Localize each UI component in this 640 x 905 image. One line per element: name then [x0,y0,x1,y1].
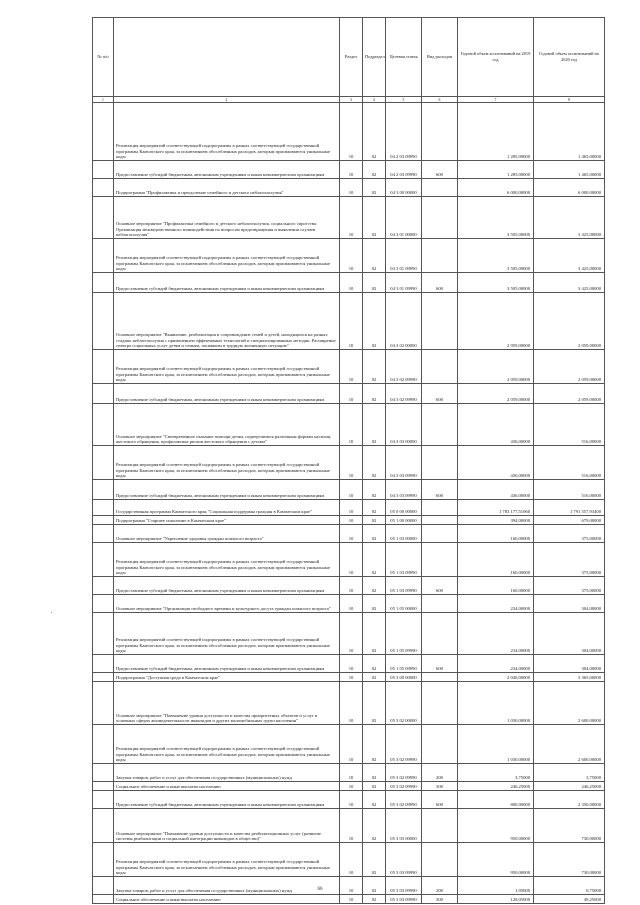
row-expense-type-cell [422,613,458,655]
row-razdel-cell: 10 [340,500,363,516]
row-expense-type-cell: 300 [422,895,458,904]
row-target-article-cell: 04 3 03 09990 [386,480,422,500]
row-target-article-cell: 05 1 00 00000 [386,516,422,525]
row-target-article-cell: 05 1 03 09990 [386,543,422,577]
row-expense-type-cell: 600 [422,577,458,595]
col-header-podrazdel: Подраздел [363,18,386,97]
row-podrazdel-cell: 02 [363,809,386,843]
row-num-cell [93,895,114,904]
column-index-cell: 7 [458,97,534,103]
row-expense-type-cell [422,350,458,384]
row-name-cell: Предоставление субсидий бюджетным, автономным учреждениям и иным некоммерческим организациям [114,791,340,809]
row-expense-type-cell [422,525,458,543]
row-name-cell: Основное мероприятие "Повышение уровня доступности и качества реабилитационных услуг (развитие системы реабилитации и социальной интеграции инвалидов в общество)" [114,809,340,843]
table-row [93,791,605,809]
row-podrazdel-cell: 02 [363,103,386,161]
table-row [93,809,605,843]
table-row [93,595,605,613]
row-name-cell: Основное мероприятие "Укрепление здоровья граждан пожилого возраста" [114,525,340,543]
row-2019-cell: 3,75000 [458,764,534,782]
row-2020-cell: 516,00000 [534,446,605,480]
row-2019-cell: 950,00000 [458,843,534,877]
row-expense-type-cell [422,239,458,273]
header-row [93,18,605,97]
row-num-cell [93,446,114,480]
row-2019-cell: 1 030,00000 [458,725,534,764]
row-target-article-cell: 05 3 00 00000 [386,673,422,682]
row-expense-type-cell [422,516,458,525]
row-podrazdel-cell: 02 [363,895,386,904]
row-2020-cell: 679,00000 [534,516,605,525]
table-row [93,843,605,877]
row-podrazdel-cell: 02 [363,843,386,877]
row-name-cell: Реализация мероприятий соответствующей подпрограммы в рамках соответствующей государственной программы Камчатского края, за исключением обособленных расходов, которым присваиваются уникальные коды [114,446,340,480]
row-target-article-cell: 05 1 05 09990 [386,655,422,673]
column-index-cell: 6 [422,97,458,103]
row-podrazdel-cell: 02 [363,446,386,480]
row-target-article-cell: 05 3 02 09990 [386,782,422,791]
row-podrazdel-cell: 02 [363,877,386,895]
row-2019-cell: 234,00000 [458,613,534,655]
table-row [93,782,605,791]
row-podrazdel-cell: 02 [363,404,386,446]
row-name-cell: Предоставление субсидий бюджетным, автономным учреждениям и иным некоммерческим организациям [114,655,340,673]
row-2020-cell: 3 425,00000 [534,273,605,293]
row-2020-cell: 730,00000 [534,809,605,843]
row-podrazdel-cell: 02 [363,161,386,179]
row-razdel-cell: 10 [340,791,363,809]
row-2020-cell: 375,00000 [534,525,605,543]
row-name-cell: Предоставление субсидий бюджетным, автономным учреждениям и иным некоммерческим организациям [114,480,340,500]
table-row [93,197,605,239]
col-header-target-article: Целевая статья [386,18,422,97]
table-row [93,525,605,543]
row-2019-cell: 1 285,00000 [458,161,534,179]
row-podrazdel-cell: 02 [363,273,386,293]
row-2019-cell: 2 040,00000 [458,673,534,682]
row-2020-cell: 246,25000 [534,782,605,791]
row-razdel-cell: 10 [340,480,363,500]
row-target-article-cell: 05 3 02 00000 [386,682,422,725]
row-num-cell [93,577,114,595]
col-header-num: № п/п [93,18,114,97]
table-row [93,543,605,577]
row-name-cell: Подпрограмма "Доступная среда в Камчатском крае" [114,673,340,682]
table-row [93,446,605,480]
row-target-article-cell: 05 1 03 00000 [386,525,422,543]
row-2019-cell: 2 059,00000 [458,350,534,384]
table-row [93,404,605,446]
row-expense-type-cell: 600 [422,655,458,673]
row-2019-cell: 6 000,00000 [458,179,534,197]
table-row [93,655,605,673]
col-header-2019: Годовой объем ассигнований на 2019 год [458,18,534,97]
row-2020-cell: 375,00000 [534,543,605,577]
row-2019-cell: 800,00000 [458,791,534,809]
row-target-article-cell: 05 1 05 00000 [386,595,422,613]
row-2020-cell: 1 465,00000 [534,103,605,161]
row-2020-cell: 6 000,00000 [534,179,605,197]
row-num-cell [93,273,114,293]
row-2019-cell: 1 030,00000 [458,682,534,725]
col-header-name [114,18,340,97]
row-num-cell [93,655,114,673]
column-index-cell: 3 [340,97,363,103]
row-target-article-cell: 05 3 03 00000 [386,809,422,843]
table-row [93,516,605,525]
row-num-cell [93,543,114,577]
row-expense-type-cell [422,543,458,577]
row-razdel-cell: 10 [340,350,363,384]
row-razdel-cell: 10 [340,895,363,904]
row-expense-type-cell: 200 [422,764,458,782]
table-row [93,161,605,179]
table-row [93,500,605,516]
row-razdel-cell: 10 [340,197,363,239]
row-num-cell [93,809,114,843]
row-target-article-cell: 05 1 05 09990 [386,613,422,655]
row-2019-cell: 234,00000 [458,595,534,613]
row-num-cell [93,525,114,543]
row-2019-cell: 128,05000 [458,895,534,904]
row-expense-type-cell [422,809,458,843]
row-2019-cell: 160,00000 [458,577,534,595]
row-target-article-cell: 04 2 03 09990 [386,161,422,179]
row-2020-cell: 2 059,00000 [534,384,605,404]
row-num-cell [93,293,114,350]
row-razdel-cell: 10 [340,239,363,273]
row-num-cell [93,843,114,877]
row-razdel-cell: 10 [340,404,363,446]
row-name-cell: Реализация мероприятий соответствующей подпрограммы в рамках соответствующей государственной программы Камчатского края, за исключением обособленных расходов, которым присваиваются уникальные коды [114,613,340,655]
row-name-cell: Предоставление субсидий бюджетным, автономным учреждениям и иным некоммерческим организациям [114,577,340,595]
row-razdel-cell: 10 [340,843,363,877]
row-name-cell: Социальное обеспечение и иные выплаты населению [114,782,340,791]
row-num-cell [93,179,114,197]
row-expense-type-cell: 600 [422,273,458,293]
row-razdel-cell: 10 [340,543,363,577]
table-row [93,350,605,384]
row-2020-cell: 2 350,00000 [534,791,605,809]
row-name-cell: Социальное обеспечение и иные выплаты населению [114,895,340,904]
row-name-cell: Государственная программа Камчатского края "Социальная поддержка граждан в Камчатском крае" [114,500,340,516]
row-2020-cell: 49,25000 [534,895,605,904]
row-2020-cell: 304,00000 [534,595,605,613]
row-name-cell: Реализация мероприятий соответствующей подпрограммы в рамках соответствующей государственной программы Камчатского края, за исключением обособленных расходов, которым присваиваются уникальные коды [114,103,340,161]
row-num-cell [93,673,114,682]
row-razdel-cell: 10 [340,655,363,673]
row-num-cell [93,682,114,725]
row-razdel-cell: 10 [340,103,363,161]
row-2019-cell: 160,00000 [458,543,534,577]
row-2019-cell: 1,95000 [458,877,534,895]
row-podrazdel-cell: 02 [363,293,386,350]
table-row [93,293,605,350]
row-num-cell [93,197,114,239]
row-2019-cell: 436,00000 [458,446,534,480]
row-2019-cell: 436,00000 [458,404,534,446]
row-podrazdel-cell: 02 [363,500,386,516]
row-expense-type-cell [422,595,458,613]
row-target-article-cell: 04 3 02 00000 [386,293,422,350]
row-expense-type-cell: 200 [422,877,458,895]
row-razdel-cell: 10 [340,782,363,791]
row-num-cell [93,782,114,791]
table-row [93,613,605,655]
row-2020-cell: 3,75000 [534,764,605,782]
row-razdel-cell: 10 [340,516,363,525]
row-podrazdel-cell: 02 [363,480,386,500]
row-2019-cell: 3 505,00000 [458,239,534,273]
row-name-cell: Закупка товаров, работ и услуг для обеспечения государственных (муниципальных) нужд [114,764,340,782]
row-podrazdel-cell: 02 [363,595,386,613]
page-number: 66 [317,887,323,892]
row-2020-cell: 730,00000 [534,843,605,877]
row-razdel-cell: 10 [340,446,363,480]
row-target-article-cell: 05 3 02 09990 [386,791,422,809]
row-razdel-cell: 10 [340,764,363,782]
row-2019-cell: 394,00000 [458,516,534,525]
row-expense-type-cell [422,446,458,480]
row-name-cell: Предоставление субсидий бюджетным, автономным учреждениям и иным некоммерческим организациям [114,161,340,179]
row-2019-cell: 436,00000 [458,480,534,500]
row-name-cell: Реализация мероприятий соответствующей подпрограммы в рамках соответствующей государственной программы Камчатского края, за исключением обособленных расходов, которым присваиваются уникальные коды [114,350,340,384]
table-row [93,239,605,273]
row-expense-type-cell: 600 [422,480,458,500]
budget-table-sheet [92,17,604,904]
budget-table [92,17,605,904]
row-name-cell: Реализация мероприятий соответствующей подпрограммы в рамках соответствующей государственной программы Камчатского края, за исключением обособленных расходов, которым присваиваются уникальные коды [114,725,340,764]
table-body [93,103,605,904]
row-2019-cell: 1 285,00000 [458,103,534,161]
row-num-cell [93,764,114,782]
row-podrazdel-cell: 02 [363,673,386,682]
row-razdel-cell: 10 [340,725,363,764]
row-2020-cell: 2 600,00000 [534,682,605,725]
row-name-cell: Основное мероприятие "Повышение уровня доступности и качества приоритетных объектов и услуг в основных сферах жизнедеятельности инвалидов и других маломобильных групп населения" [114,682,340,725]
row-2019-cell: 234,00000 [458,655,534,673]
row-2019-cell: 2 059,00000 [458,293,534,350]
row-podrazdel-cell: 02 [363,543,386,577]
row-name-cell: Основное мероприятие "Выявление, реабилитация и сопровождение семей и детей, находящихся на разных стадиях неблагополучия с применением эффективных технологий и специализированных методик. Расширение спектра социальных услуг детям и семьям, попавшим в трудную жизненную ситуацию" [114,293,340,350]
row-razdel-cell: 10 [340,577,363,595]
row-target-article-cell: 05 3 02 09990 [386,764,422,782]
row-target-article-cell: 04 3 03 09990 [386,446,422,480]
row-num-cell [93,239,114,273]
row-podrazdel-cell: 02 [363,179,386,197]
table-row [93,577,605,595]
row-podrazdel-cell: 02 [363,239,386,273]
row-2020-cell: 516,00000 [534,480,605,500]
row-2020-cell: 304,00000 [534,613,605,655]
row-name-cell: Основное мероприятие "Профилактика семейного и детского неблагополучия, социального сиротства. Организация межведомственного взаимодействия по вопросам предотвращения и выявления случаев неблагополучия" [114,197,340,239]
row-name-cell: Реализация мероприятий соответствующей подпрограммы в рамках соответствующей государственной программы Камчатского края, за исключением обособленных расходов, которым присваиваются уникальные коды [114,239,340,273]
column-index-cell: 8 [534,97,605,103]
row-expense-type-cell: 600 [422,384,458,404]
row-2020-cell: 2 059,00000 [534,293,605,350]
row-name-cell: Подпрограмма "Старшее поколение в Камчатском крае" [114,516,340,525]
column-index-cell: 1 [93,97,114,103]
row-target-article-cell: 04 3 02 09990 [386,350,422,384]
row-expense-type-cell [422,197,458,239]
row-target-article-cell: 04 3 00 00000 [386,179,422,197]
table-row [93,273,605,293]
row-num-cell [93,595,114,613]
row-num-cell [93,404,114,446]
row-name-cell: Подпрограмма "Профилактика и преодоление семейного и детского неблагополучия" [114,179,340,197]
row-name-cell: Основное мероприятие "Своевременное оказание помощи детям, подвергшимся различным формам насилия, жестокого обращения, профилактика рисков жестокого обращения с детьми" [114,404,340,446]
row-razdel-cell: 10 [340,673,363,682]
row-target-article-cell: 05 0 00 00000 [386,500,422,516]
row-target-article-cell: 04 2 03 09990 [386,103,422,161]
column-index-cell: 4 [363,97,386,103]
col-header-2020: Годовой объем ассигнований на 2020 год [534,18,605,97]
row-podrazdel-cell: 02 [363,613,386,655]
row-num-cell [93,791,114,809]
row-target-article-cell: 05 3 02 09990 [386,725,422,764]
row-podrazdel-cell: 02 [363,197,386,239]
row-expense-type-cell [422,404,458,446]
row-2020-cell: 0,75000 [534,877,605,895]
row-expense-type-cell: 600 [422,161,458,179]
row-2019-cell: 950,00000 [458,809,534,843]
row-target-article-cell: 05 1 03 09990 [386,577,422,595]
row-razdel-cell: 10 [340,595,363,613]
row-expense-type-cell [422,293,458,350]
row-podrazdel-cell: 02 [363,516,386,525]
row-expense-type-cell: 600 [422,791,458,809]
row-podrazdel-cell: 02 [363,384,386,404]
row-name-cell: Основное мероприятие "Организация свободного времени и культурного досуга граждан пожилого возраста" [114,595,340,613]
row-razdel-cell: 10 [340,384,363,404]
row-name-cell: Реализация мероприятий соответствующей подпрограммы в рамках соответствующей государственной программы Камчатского края, за исключением обособленных расходов, которым присваиваются уникальные коды [114,543,340,577]
row-razdel-cell: 10 [340,613,363,655]
row-num-cell [93,384,114,404]
row-razdel-cell: 10 [340,273,363,293]
col-header-razdel: Раздел [340,18,363,97]
table-row [93,480,605,500]
row-name-cell: Реализация мероприятий соответствующей подпрограммы в рамках соответствующей государственной программы Камчатского края, за исключением обособленных расходов, которым присваиваются уникальные коды [114,843,340,877]
row-razdel-cell: 10 [340,809,363,843]
row-razdel-cell: 10 [340,293,363,350]
row-2020-cell: 375,00000 [534,577,605,595]
row-podrazdel-cell: 02 [363,350,386,384]
row-razdel-cell: 10 [340,525,363,543]
row-2020-cell: 2 600,00000 [534,725,605,764]
row-expense-type-cell: 300 [422,782,458,791]
row-target-article-cell: 04 3 01 09990 [386,273,422,293]
table-row [93,103,605,161]
table-row [93,895,605,904]
table-row [93,682,605,725]
row-num-cell [93,725,114,764]
row-num-cell [93,350,114,384]
row-expense-type-cell [422,103,458,161]
row-2020-cell: 1 465,00000 [534,161,605,179]
table-row [93,725,605,764]
row-target-article-cell: 04 3 01 00000 [386,197,422,239]
row-expense-type-cell [422,673,458,682]
row-2020-cell: 3 425,00000 [534,239,605,273]
row-target-article-cell: 04 3 03 00000 [386,404,422,446]
row-podrazdel-cell: 02 [363,525,386,543]
row-expense-type-cell [422,843,458,877]
row-2019-cell: 246,25000 [458,782,534,791]
row-podrazdel-cell: 02 [363,577,386,595]
row-2020-cell: 1 791 557,93400 [534,500,605,516]
row-target-article-cell: 05 3 03 09990 [386,843,422,877]
row-2020-cell: 2 059,00000 [534,350,605,384]
row-2019-cell: 2 059,00000 [458,384,534,404]
row-2020-cell: 516,00000 [534,404,605,446]
row-target-article-cell: 05 3 03 09990 [386,895,422,904]
row-expense-type-cell [422,725,458,764]
row-podrazdel-cell: 02 [363,791,386,809]
row-num-cell [93,103,114,161]
row-name-cell: Закупка товаров, работ и услуг для обеспечения государственных (муниципальных) нужд [114,877,340,895]
row-2020-cell: 3 365,00000 [534,673,605,682]
row-num-cell [93,161,114,179]
col-header-expense-type: Вид расходов [422,18,458,97]
scan-speck [51,612,52,613]
row-2020-cell: 3 425,00000 [534,197,605,239]
table-row [93,764,605,782]
column-index-cell: 2 [114,97,340,103]
row-razdel-cell: 10 [340,179,363,197]
row-razdel-cell: 10 [340,161,363,179]
row-2020-cell: 304,00000 [534,655,605,673]
row-podrazdel-cell: 02 [363,682,386,725]
row-target-article-cell: 05 3 03 09990 [386,877,422,895]
row-num-cell [93,480,114,500]
row-razdel-cell: 10 [340,682,363,725]
row-razdel-cell: 10 [340,877,363,895]
table-row [93,179,605,197]
table-row [93,673,605,682]
row-2019-cell: 1 783 177,51060 [458,500,534,516]
row-num-cell [93,613,114,655]
row-name-cell: Предоставление субсидий бюджетным, автономным учреждениям и иным некоммерческим организациям [114,273,340,293]
row-2019-cell: 160,00000 [458,525,534,543]
table-row [93,384,605,404]
row-2019-cell: 3 505,00000 [458,197,534,239]
row-podrazdel-cell: 02 [363,655,386,673]
column-index-cell: 5 [386,97,422,103]
row-num-cell [93,516,114,525]
row-target-article-cell: 04 3 02 09990 [386,384,422,404]
row-num-cell [93,500,114,516]
row-target-article-cell: 04 3 01 09990 [386,239,422,273]
row-podrazdel-cell: 02 [363,782,386,791]
row-podrazdel-cell: 02 [363,725,386,764]
row-podrazdel-cell: 02 [363,764,386,782]
row-expense-type-cell [422,682,458,725]
row-expense-type-cell [422,179,458,197]
row-name-cell: Предоставление субсидий бюджетным, автономным учреждениям и иным некоммерческим организациям [114,384,340,404]
row-2019-cell: 3 505,00000 [458,273,534,293]
row-expense-type-cell [422,500,458,516]
